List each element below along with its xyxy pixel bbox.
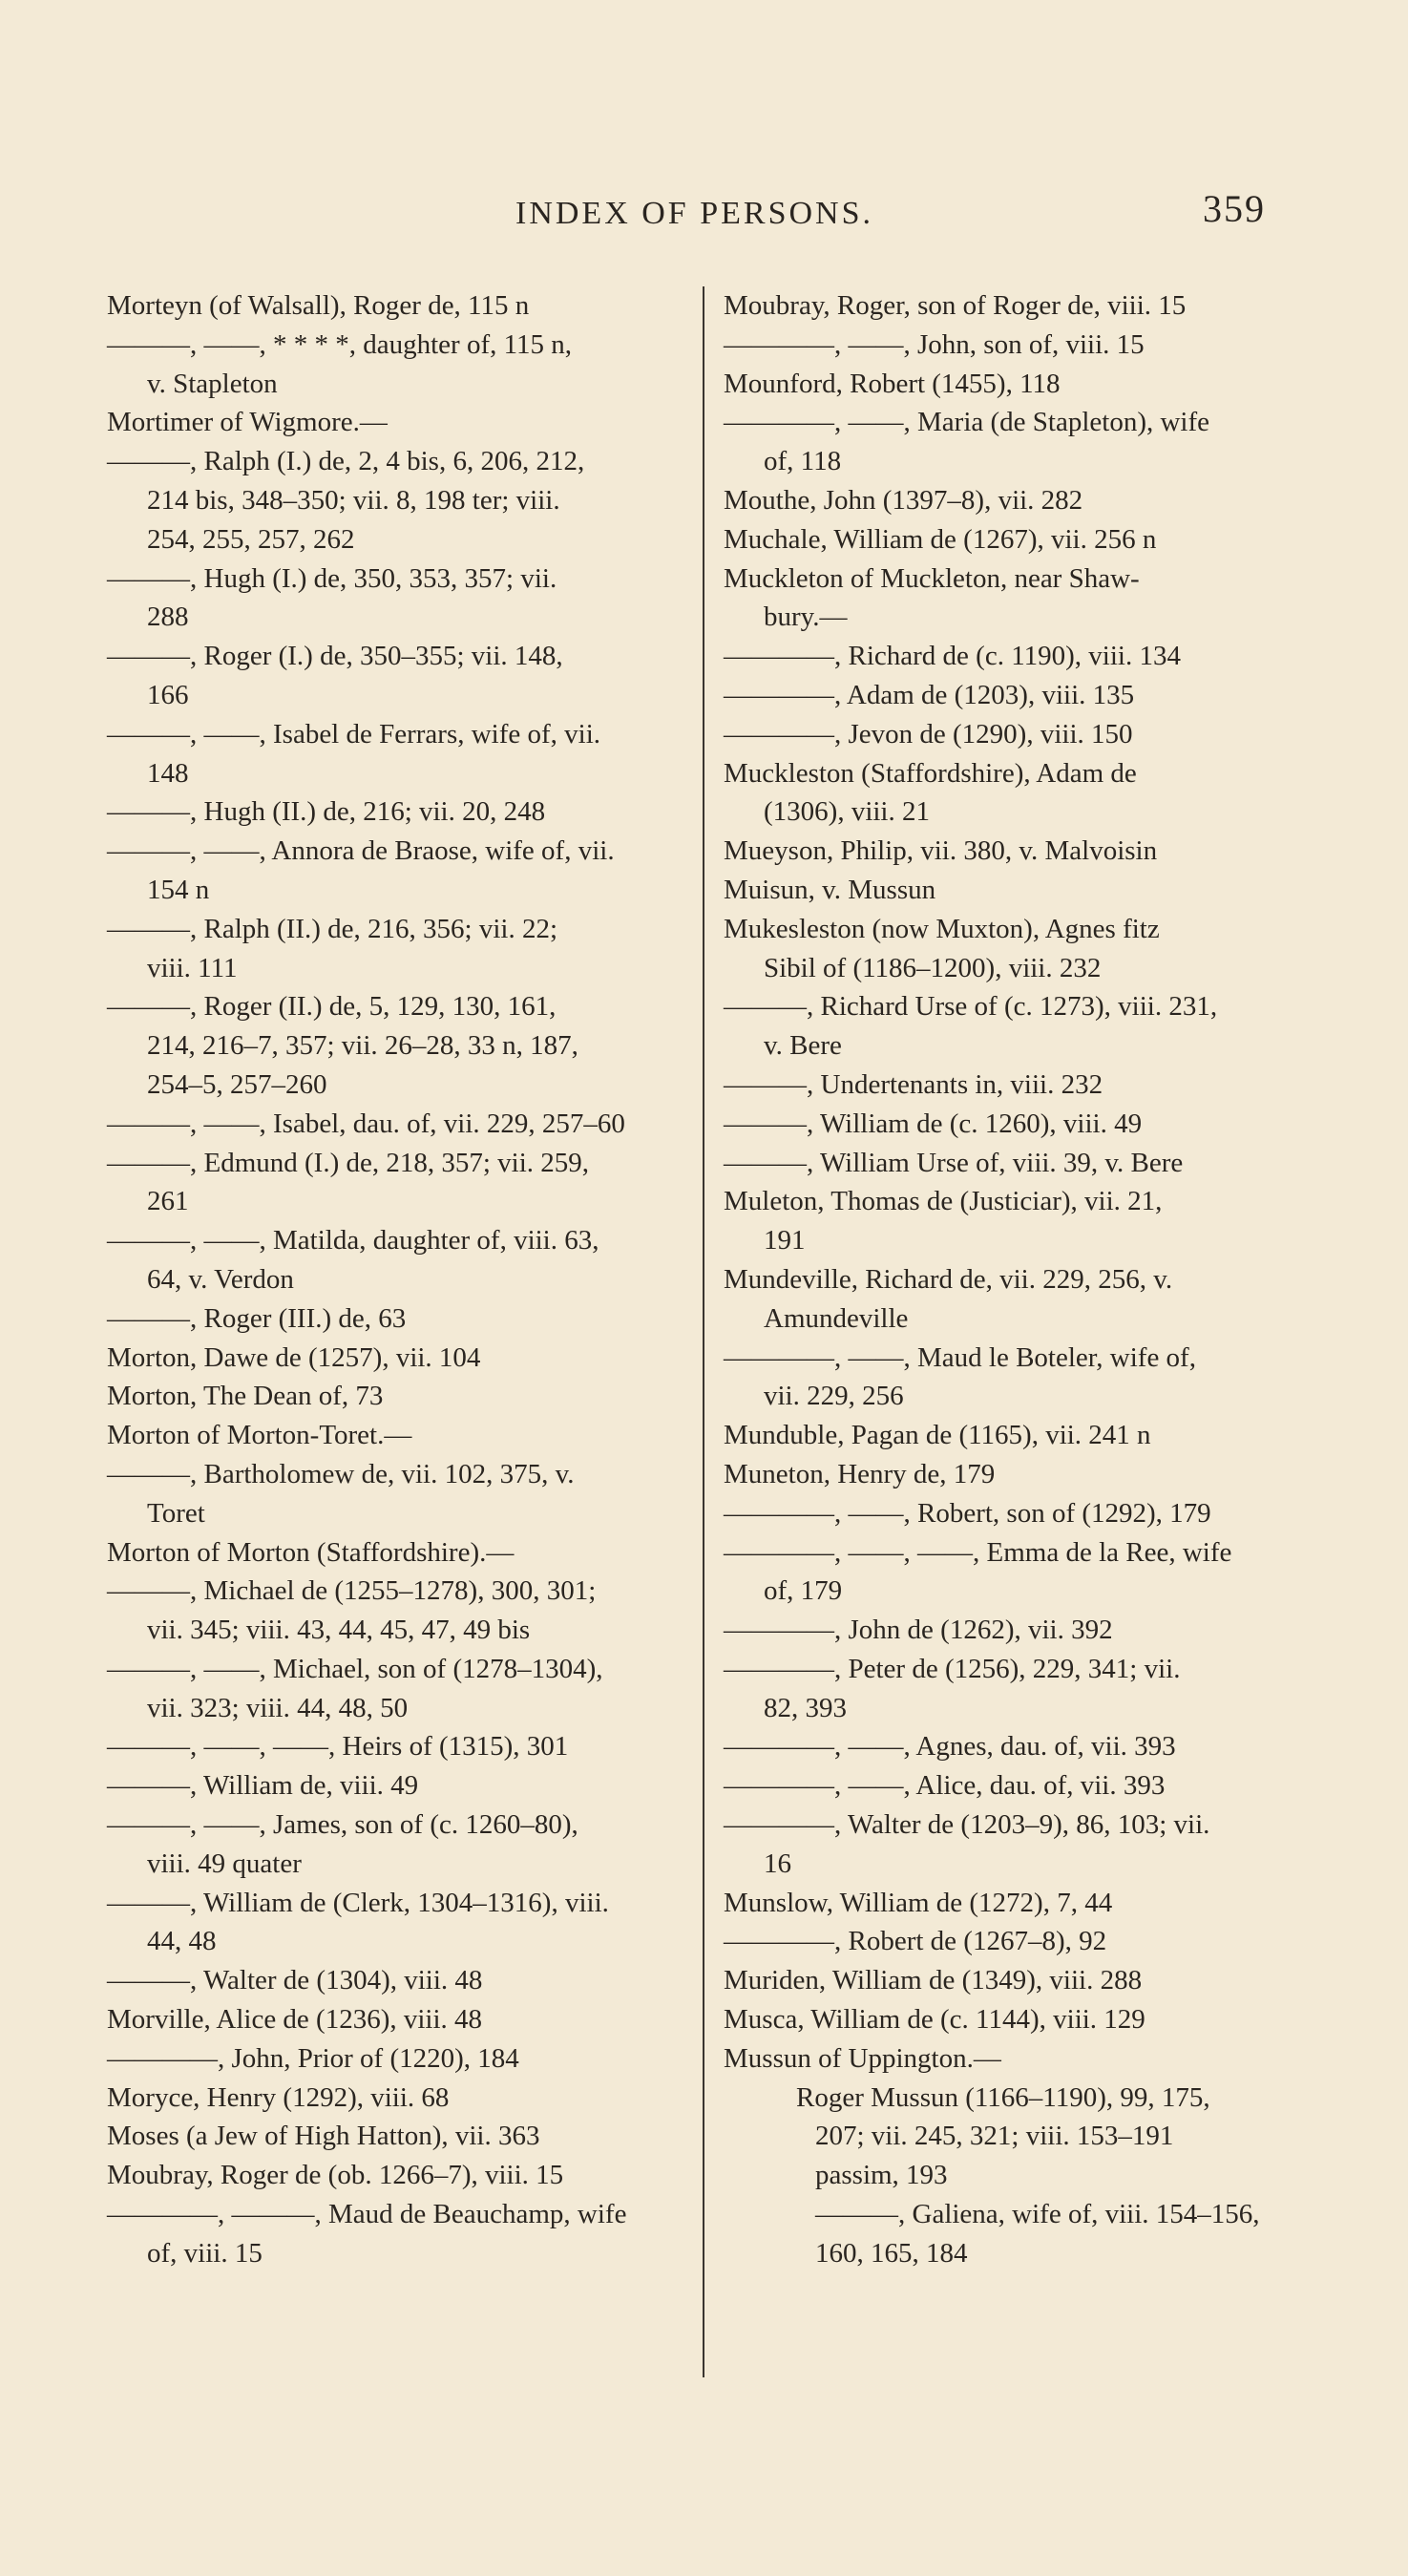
index-entry-line: ———, Michael de (1255–1278), 300, 301;: [107, 1575, 597, 1607]
index-entry-line: Mukesleston (now Muxton), Agnes fitz: [724, 913, 1160, 944]
index-entry-line: 44, 48: [147, 1926, 217, 1957]
index-entry-line: 166: [147, 679, 189, 710]
index-entry-line: ———, William Urse of, viii. 39, v. Bere: [724, 1147, 1184, 1178]
index-entry-line: of, viii. 15: [147, 2237, 263, 2269]
index-entry-line: ———, Ralph (I.) de, 2, 4 bis, 6, 206, 212,: [107, 446, 585, 477]
column-divider: [703, 286, 704, 2377]
index-entry-line: 214 bis, 348–350; vii. 8, 198 ter; viii.: [147, 484, 560, 516]
index-entry-line: ————, ——, John, son of, viii. 15: [724, 328, 1145, 360]
index-entry-line: Muchale, William de (1267), vii. 256 n: [724, 523, 1157, 555]
index-entry-line: Moubray, Roger de (ob. 1266–7), viii. 15: [107, 2160, 564, 2191]
index-entry-line: ————, ——, Alice, dau. of, vii. 393: [724, 1770, 1166, 1802]
index-entry-line: ————, John, Prior of (1220), 184: [107, 2042, 519, 2074]
index-entry-line: Muriden, William de (1349), viii. 288: [724, 1965, 1143, 1996]
index-entry-line: Mounford, Robert (1455), 118: [724, 368, 1061, 399]
index-entry-line: Munduble, Pagan de (1165), vii. 241 n: [724, 1420, 1151, 1451]
index-entry-line: ————, ———, Maud de Beauchamp, wife: [107, 2199, 627, 2230]
index-entry-line: Muleton, Thomas de (Justiciar), vii. 21,: [724, 1186, 1163, 1217]
index-entry-line: 64, v. Verdon: [147, 1263, 294, 1295]
index-entry-line: ————, Adam de (1203), viii. 135: [724, 679, 1135, 710]
index-entry-line: Sibil of (1186–1200), viii. 232: [764, 952, 1102, 983]
index-entry-line: Morton of Morton (Staffordshire).—: [107, 1536, 515, 1568]
index-entry-line: ———, Roger (I.) de, 350–355; vii. 148,: [107, 641, 563, 672]
index-entry-line: ———, Walter de (1304), viii. 48: [107, 1965, 483, 1996]
index-entry-line: ————, ——, Maria (de Stapleton), wife: [724, 407, 1210, 438]
index-entry-line: ———, Hugh (II.) de, 216; vii. 20, 248: [107, 796, 546, 828]
index-entry-line: ———, William de (c. 1260), viii. 49: [724, 1108, 1143, 1139]
index-entry-line: 254–5, 257–260: [147, 1068, 327, 1100]
index-entry-line: ———, Richard Urse of (c. 1273), viii. 231,: [724, 991, 1218, 1023]
index-entry-line: Morton, Dawe de (1257), vii. 104: [107, 1341, 481, 1373]
index-entry-line: ———, ——, * * * *, daughter of, 115 n,: [107, 328, 573, 360]
index-entry-line: Morteyn (of Walsall), Roger de, 115 n: [107, 290, 530, 321]
index-entry-line: Toret: [147, 1497, 205, 1529]
index-entry-line: v. Bere: [764, 1030, 842, 1062]
running-header: INDEX OF PERSONS.: [515, 196, 873, 231]
index-entry-line: Mueyson, Philip, vii. 380, v. Malvoisin: [724, 835, 1158, 867]
index-entry-line: viii. 111: [147, 952, 238, 983]
index-entry-line: ———, Undertenants in, viii. 232: [724, 1068, 1103, 1100]
page-number: 359: [1203, 187, 1266, 230]
index-column-left: [107, 286, 680, 2273]
index-entry-line: 261: [147, 1186, 189, 1217]
index-entry-line: vii. 229, 256: [764, 1381, 904, 1412]
index-entry-line: ———, Ralph (II.) de, 216, 356; vii. 22;: [107, 913, 558, 944]
index-entry-line: Morton, The Dean of, 73: [107, 1381, 384, 1412]
index-entry-line: Morton of Morton-Toret.—: [107, 1420, 412, 1451]
index-entry-line: ————, ——, ——, Emma de la Ree, wife: [724, 1536, 1232, 1568]
index-entry-line: viii. 49 quater: [147, 1848, 302, 1879]
index-entry-line: of, 118: [764, 446, 842, 477]
index-entry-line: 288: [147, 602, 189, 633]
index-entry-line: ————, Jevon de (1290), viii. 150: [724, 718, 1133, 750]
index-entry-line: ———, Bartholomew de, vii. 102, 375, v.: [107, 1458, 575, 1489]
index-entry-line: ———, ——, Annora de Braose, wife of, vii.: [107, 835, 615, 867]
index-entry-line: 191: [764, 1225, 806, 1256]
index-entry-line: bury.—: [764, 602, 848, 633]
index-entry-line: Muneton, Henry de, 179: [724, 1458, 996, 1489]
index-entry-line: ————, John de (1262), vii. 392: [724, 1615, 1113, 1646]
index-entry-line: ———, Roger (III.) de, 63: [107, 1302, 407, 1334]
index-entry-line: vii. 323; viii. 44, 48, 50: [147, 1692, 409, 1723]
index-column-right: [724, 286, 1296, 2273]
index-entry-line: ———, ——, ——, Heirs of (1315), 301: [107, 1731, 569, 1763]
index-entry-line: of, 179: [764, 1575, 843, 1607]
index-entry-line: 207; vii. 245, 321; viii. 153–191: [815, 2121, 1174, 2152]
index-entry-line: Musca, William de (c. 1144), viii. 129: [724, 2004, 1145, 2036]
index-entry-line: ————, Peter de (1256), 229, 341; vii.: [724, 1653, 1181, 1684]
index-entry-line: Mortimer of Wigmore.—: [107, 407, 388, 438]
index-entry-line: Mundeville, Richard de, vii. 229, 256, v.: [724, 1263, 1173, 1295]
index-entry-line: ————, Walter de (1203–9), 86, 103; vii.: [724, 1809, 1210, 1841]
index-entry-line: ———, Edmund (I.) de, 218, 357; vii. 259,: [107, 1147, 590, 1178]
index-entry-line: 214, 216–7, 357; vii. 26–28, 33 n, 187,: [147, 1030, 578, 1062]
index-entry-line: ————, Richard de (c. 1190), viii. 134: [724, 641, 1181, 672]
index-entry-line: Munslow, William de (1272), 7, 44: [724, 1887, 1113, 1918]
index-entry-line: 254, 255, 257, 262: [147, 523, 355, 555]
index-entry-line: ———, William de (Clerk, 1304–1316), viii.: [107, 1887, 609, 1918]
index-entry-line: ———, ——, Matilda, daughter of, viii. 63,: [107, 1225, 599, 1256]
index-entry-line: ————, ——, Maud le Boteler, wife of,: [724, 1341, 1196, 1373]
index-entry-line: passim, 193: [815, 2160, 948, 2191]
index-entry-line: 154 n: [147, 874, 210, 905]
index-entry-line: Amundeville: [764, 1302, 909, 1334]
index-entry-line: vii. 345; viii. 43, 44, 45, 47, 49 bis: [147, 1615, 531, 1646]
index-entry-line: ———, William de, viii. 49: [107, 1770, 419, 1802]
index-entry-line: ———, Roger (II.) de, 5, 129, 130, 161,: [107, 991, 557, 1023]
index-entry-line: Moses (a Jew of High Hatton), vii. 363: [107, 2121, 540, 2152]
index-entry-line: 82, 393: [764, 1692, 847, 1723]
index-entry-line: Mussun of Uppington.—: [724, 2042, 1001, 2074]
index-entry-line: ————, Robert de (1267–8), 92: [724, 1926, 1107, 1957]
index-entry-line: ————, ——, Robert, son of (1292), 179: [724, 1497, 1211, 1529]
index-entry-line: 16: [764, 1848, 791, 1879]
index-entry-line: Moryce, Henry (1292), viii. 68: [107, 2081, 450, 2113]
index-entry-line: ———, Hugh (I.) de, 350, 353, 357; vii.: [107, 562, 557, 594]
index-entry-line: Muisun, v. Mussun: [724, 874, 936, 905]
index-entry-line: Morville, Alice de (1236), viii. 48: [107, 2004, 483, 2036]
index-entry-line: Muckleton of Muckleton, near Shaw-: [724, 562, 1140, 594]
index-entry-line: ———, Galiena, wife of, viii. 154–156,: [815, 2199, 1260, 2230]
index-entry-line: 160, 165, 184: [815, 2237, 968, 2269]
index-entry-line: ———, ——, Isabel de Ferrars, wife of, vii.: [107, 718, 601, 750]
index-entry-line: Muckleston (Staffordshire), Adam de: [724, 757, 1137, 789]
index-entry-line: ———, ——, Isabel, dau. of, vii. 229, 257–60: [107, 1108, 625, 1139]
index-entry-line: v. Stapleton: [147, 368, 278, 399]
index-entry-line: ———, ——, Michael, son of (1278–1304),: [107, 1653, 603, 1684]
index-entry-line: Roger Mussun (1166–1190), 99, 175,: [796, 2081, 1210, 2113]
index-entry-line: Mouthe, John (1397–8), vii. 282: [724, 484, 1083, 516]
index-entry-line: Moubray, Roger, son of Roger de, viii. 15: [724, 290, 1187, 321]
index-entry-line: (1306), viii. 21: [764, 796, 930, 828]
index-entry-line: ————, ——, Agnes, dau. of, vii. 393: [724, 1731, 1176, 1763]
index-entry-line: 148: [147, 757, 189, 789]
index-entry-line: ———, ——, James, son of (c. 1260–80),: [107, 1809, 578, 1841]
